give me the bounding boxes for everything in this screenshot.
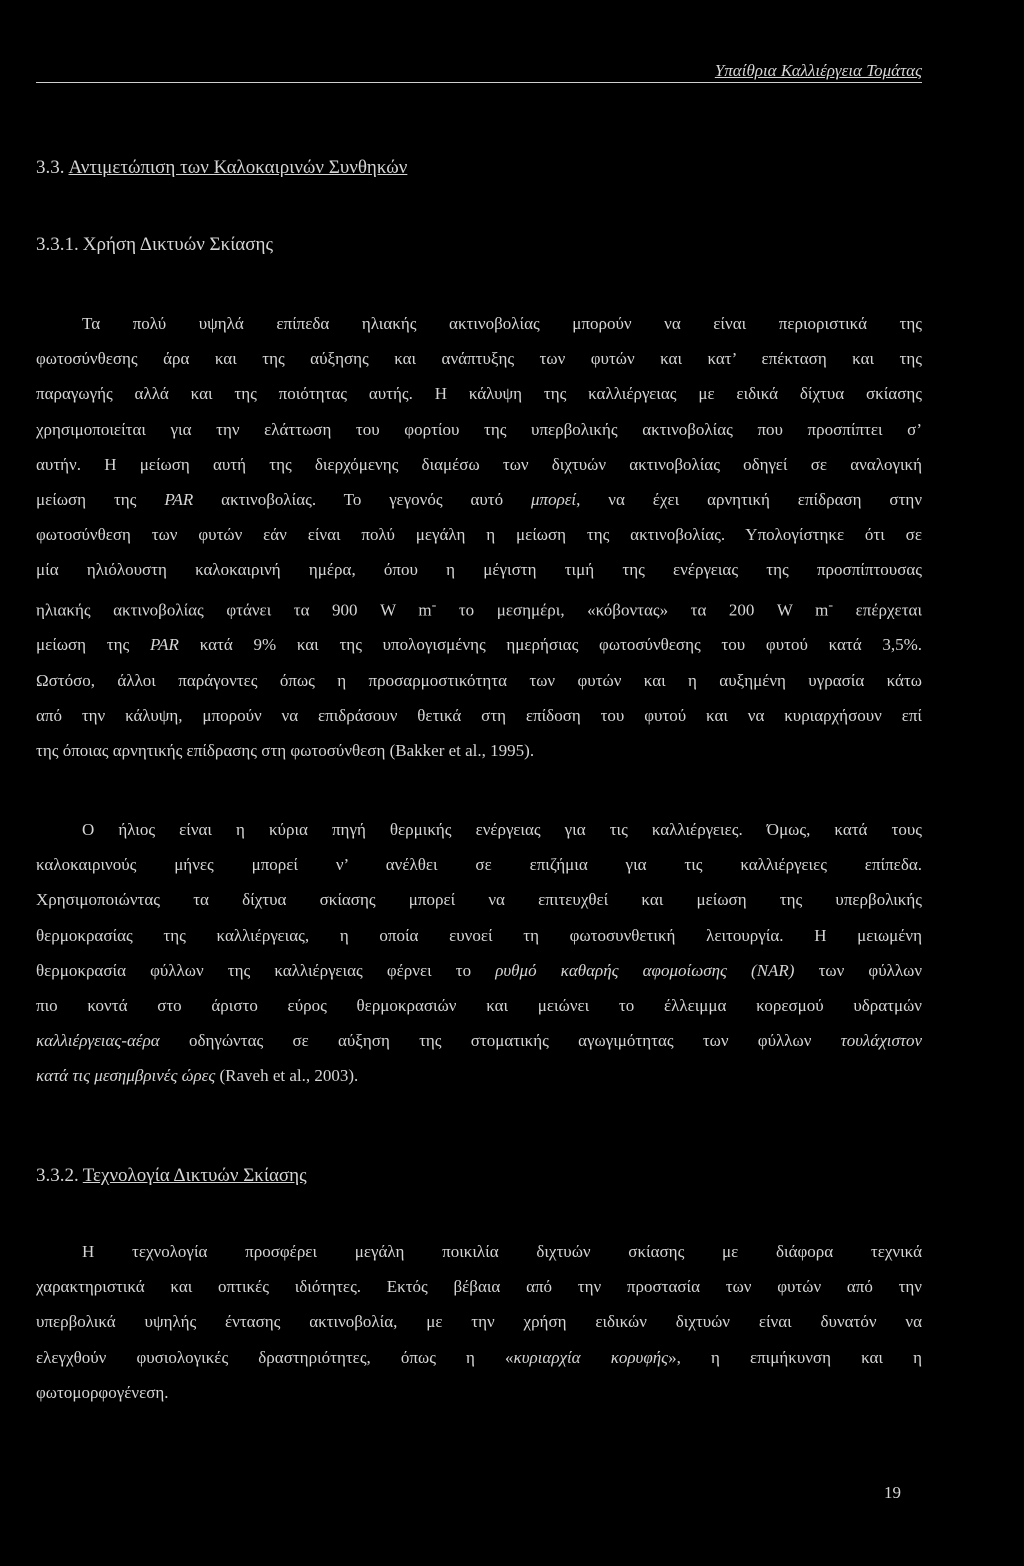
text-run: , να έχει αρνητική επίδραση στην <box>576 490 922 510</box>
paragraph-line: Ο ήλιος είναι η κύρια πηγή θερμικής ενέργειας για τις καλλιέργειες. Όμως, κατά τους <box>82 820 922 839</box>
paragraph-line <box>36 627 922 662</box>
text-run: το μεσημέρι, «κόβοντας» τα 200 W m <box>458 600 829 620</box>
italic-term: ρυθμό καθαρής αφομοίωσης (NAR) <box>495 960 795 980</box>
paragraph-line: Τα πολύ υψηλά επίπεδα ηλιακής ακτινοβολίας μπορούν να είναι περιοριστικά της <box>82 314 922 333</box>
subsection-heading-1 <box>36 233 273 257</box>
paragraph-line: φωτομορφογένεση. <box>36 1382 169 1402</box>
subsection-1-title: Χρήση Δικτυών Σκίασης <box>82 234 273 255</box>
paragraph-line: πιο κοντά στο άριστο εύρος θερμοκρασιών και μειώνει το έλλειμμα κορεσμού υδρατμών <box>36 996 922 1016</box>
subsection-1-number: 3.3.1. <box>36 234 79 255</box>
paragraph-line: φωτοσύνθεση των φυτών εάν είναι πολύ μεγάλη η μείωση της ακτινοβολίας. Υπολογίστηκε ότι σε <box>36 525 922 545</box>
paragraph-line: από την κάλυψη, μπορούν να επιδράσουν θετικά στη επίδοση του φυτού και να κυριαρχήσουν επί <box>36 705 922 725</box>
paragraph-line: χαρακτηριστικά και οπτικές ιδιότητες. Εκτός βέβαια από την προστασία των φυτών από την <box>36 1277 922 1297</box>
italic-term: καλλιέργειας-αέρα <box>36 1031 160 1051</box>
text-run: θερμοκρασία φύλλων της καλλιέργειας φέρνει το <box>36 960 472 980</box>
section-title: Αντιμετώπιση των Καλοκαιρινών Συνθηκών <box>68 157 408 178</box>
paragraph-line <box>36 1340 922 1375</box>
text-run: ηλιακής ακτινοβολίας φτάνει τα 900 W m <box>36 600 432 620</box>
par-abbreviation: PAR <box>149 635 179 655</box>
header-rule <box>36 82 922 83</box>
subsection-heading-2 <box>36 1164 307 1188</box>
paragraph-line: καλοκαιρινούς μήνες μπορεί ν’ ανέλθει σε επιζήμια για τις καλλιέργειες επίπεδα. <box>36 855 922 875</box>
paragraph-line: Χρησιμοποιώντας τα δίχτυα σκίασης μπορεί να επιτευχθεί και μείωση της υπερβολικής <box>36 890 922 910</box>
text-run: οδηγώντας σε αύξηση της στοματικής αγωγιμότητας των φύλλων <box>188 1031 812 1051</box>
text-run: κατά 9% και της υπολογισμένης ημερήσιας φωτοσύνθεσης του φυτού κατά 3,5%. <box>199 635 923 655</box>
paragraph-line <box>36 482 922 517</box>
text-run: ελεγχθούν φυσιολογικές δραστηριότητες, όπως η « <box>36 1347 514 1367</box>
paragraph-line <box>36 1023 922 1058</box>
paragraph-line: φωτοσύνθεσης άρα και της αύξησης και ανάπτυξης των φυτών και κατ’ επέκταση και της <box>36 349 922 369</box>
subsection-2-title: Τεχνολογία Δικτυών Σκίασης <box>82 1165 307 1186</box>
paragraph-line: Η τεχνολογία προσφέρει μεγάλη ποικιλία διχτυών σκίασης με διάφορα τεχνικά <box>82 1242 922 1261</box>
paragraph-line: της όποιας αρνητικής επίδρασης στη φωτοσύνθεση (Bakker et al., 1995). <box>36 741 535 761</box>
paragraph-line: χρησιμοποιείται για την ελάττωση του φορτίου της υπερβολικής ακτινοβολίας που προσπίπτει σ’ <box>36 419 922 439</box>
section-heading <box>36 156 407 180</box>
paragraph-3 <box>36 1234 922 1410</box>
running-header: Υπαίθρια Καλλιέργεια Τομάτας <box>714 61 922 80</box>
section-number: 3.3. <box>36 157 65 178</box>
paragraph-1 <box>36 306 922 768</box>
text-run: », η επιμήκυνση και η <box>668 1347 922 1367</box>
paragraph-line: υπερβολικά υψηλής έντασης ακτινοβολία, με την χρήση ειδικών διχτυών είναι δυνατόν να <box>36 1312 922 1332</box>
text-run: μείωση της <box>36 635 130 655</box>
text-run: (Raveh et al., 2003). <box>219 1066 359 1086</box>
paragraph-line <box>36 953 922 988</box>
italic-term: κατά τις μεσημβρινές ώρες <box>36 1066 216 1086</box>
text-run: μείωση της <box>36 490 137 510</box>
text-run: επέρχεται <box>855 600 923 620</box>
text-run: ακτινοβολίας. Το γεγονός αυτό <box>221 490 504 510</box>
italic-term: μπορεί <box>531 490 577 510</box>
paragraph-line: μία ηλιόλουστη καλοκαιρινή ημέρα, όπου η μέγιστη τιμή της ενέργειας της προσπίπτουσας <box>36 560 922 580</box>
paragraph-line: Ωστόσο, άλλοι παράγοντες όπως η προσαρμοστικότητα των φυτών και η αυξημένη υγρασία κάτω <box>36 670 922 690</box>
paragraph-line: θερμοκρασίας της καλλιέργειας, η οποία ευνοεί τη φωτοσυνθετική λειτουργία. Η μειωμένη <box>36 925 922 945</box>
italic-term: κυριαρχία κορυφής <box>513 1347 669 1367</box>
par-abbreviation: PAR <box>164 490 194 510</box>
paragraph-line: παραγωγής αλλά και της ποιότητας αυτής. Η κάλυψη της καλλιέργειας με ειδικά δίχτυα σκίασης <box>36 384 922 404</box>
paragraph-line: ηλιακής ακτινοβολίας φτάνει τα 900 W m- το μεσημέρι, «κόβοντας» τα 200 W m- επέρχεται <box>36 596 923 620</box>
text-run: των φύλλων <box>818 960 922 980</box>
paragraph-line: αυτήν. Η μείωση αυτή της διερχόμενης διαμέσω των διχτυών ακτινοβολίας οδηγεί σε αναλογική <box>36 454 922 474</box>
paragraph-line <box>36 1058 922 1093</box>
subsection-2-number: 3.3.2. <box>36 1165 79 1186</box>
paragraph-2 <box>36 812 922 1094</box>
italic-term: τουλάχιστον <box>840 1031 923 1051</box>
page-number: 19 <box>884 1483 901 1502</box>
